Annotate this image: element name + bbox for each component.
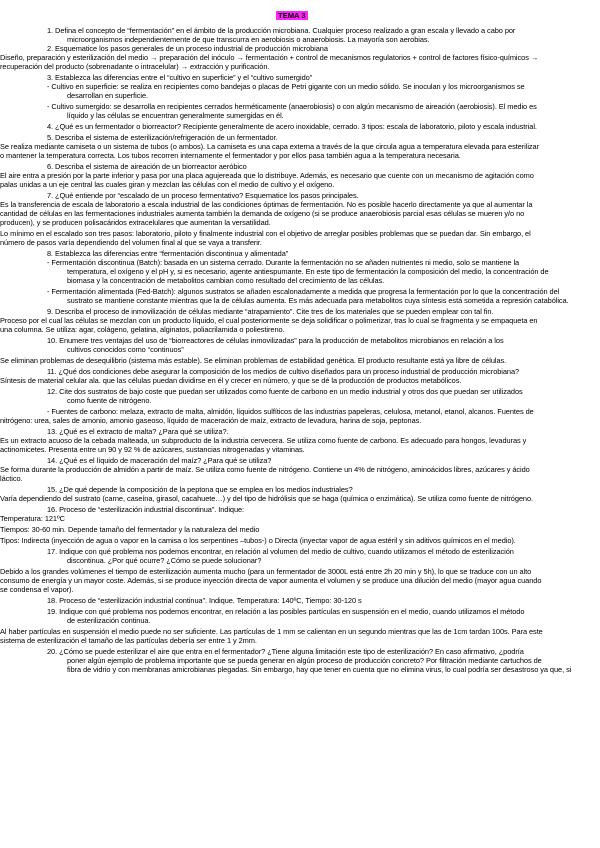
text-line: láctico. <box>0 474 23 483</box>
text-line: Proceso por el cual las células se mezclan con un producto líquido, el cual posteriormente se deja solidificar o polimerizar, tras lo cual se fragmenta y se empaqueta en <box>0 316 538 325</box>
text-line: 18. Proceso de “esterilización industrial continua”. Indique. Temperatura: 140ºC, Tiempo: 30-120 s <box>47 596 362 605</box>
text-line: - Fermentación discontinua (Batch): basada en un sistema cerrado. Durante la fermentación no se añaden nutrientes ni medio, solo se mantiene la <box>47 258 520 267</box>
text-line: Se forma durante la producción de almidón a partir de maíz. Se utiliza como fuente de nitrógeno. Contiene un 4% de nitrógeno, aminoácidos libres, azúcares y ácido <box>0 465 530 474</box>
text-line: 14. ¿Qué es el líquido de maceración del maíz? ¿Para qué se utiliza? <box>47 456 272 465</box>
text-line: 4. ¿Qué es un fermentador o biorreactor? Recipiente generalmente de acero inoxidable, cerrado. 3 tipos: escala de laboratorio, piloto y escala industrial. <box>47 122 537 131</box>
text-line: Al haber partículas en suspensión el medio puede no ser suficiente. Las partículas de 1 mm se calientan en un segundo mientras que las de 1cm tardan 100s. Para este <box>0 627 543 636</box>
text-line: o mantener la temperatura correcta. Los tubos recorren internamente el fermentador y por ellos pasa también agua a la temperatura necesaria. <box>0 151 461 160</box>
text-line: Es la transferencia de escala de laboratorio a escala industrial de las condiciones óptimas de fermentación. No es posible hacerlo directamente ya que al aumentar la <box>0 200 533 209</box>
text-line: 12. Cite dos sustratos de bajo coste que puedan ser utilizados como fuente de carbono en un medio industrial y otros dos que puedan ser utilizados <box>47 387 523 396</box>
text-line: palas unidas a un eje central las cuales giran y mezclan las células con el medio de cultivo y el oxígeno. <box>0 180 335 189</box>
text-line: cultivos conocidos como “continuos” <box>67 345 184 354</box>
text-line: 8. Establezca las diferencias entre “fermentación discontinua y alimentada” <box>47 249 289 258</box>
text-line: 17. Indique con qué problema nos podemos encontrar, en relación al volumen del medio de cultivo, cuando utilizamos el método de esterilización <box>47 547 514 556</box>
text-line: Diseño, preparación y esterilización del medio → preparación del inóculo → fermentación + control de mecanismos regulatorios + control de factores físico-químicos → <box>0 53 539 62</box>
text-line: 11. ¿Qué dos condiciones debe asegurar la composición de los medios de cultivo diseñados para un proceso industrial de producción microbiana? <box>47 367 520 376</box>
text-line: 3. Establezca las diferencias entre el “cultivo en superficie” y el “cultivo sumergido” <box>47 73 313 82</box>
text-line: número de pasos varía dependiendo del volumen final al que se vaya a transferir. <box>0 238 262 247</box>
text-line: Debido a los grandes volúmenes el tiempo de esterilización aumenta mucho (para un fermentador de 3000L está entre 2h 20 min y 5h), lo que se traduce con un alto <box>0 567 532 576</box>
text-line: - Fuentes de carbono: melaza, extracto de malta, almidón, líquidos sulfíticos de las industrias papeleras, celulosa, metanol, etanol, alcanos. Fuentes de <box>47 407 534 416</box>
text-line: Varía dependiendo del sustrato (carne, caseína, girasol, cacahuete…) y del tipo de hidrólisis que se haga (química o enzimática). Se utiliza como fuente de nitrógeno. <box>0 494 534 503</box>
text-line: recuperación del producto (sobrenadante o intracelular) → extracción y purificación. <box>0 62 270 71</box>
text-line: poner algún ejemplo de problema importante que se pueda generar en algún proceso de producción concreto? Por filtración mediante cartuchos de <box>67 656 542 665</box>
text-line: Síntesis de material celular ala. que las células puedan dividirse en él y crecer en número, y que se dé la producción de productos metabólicos. <box>0 376 462 385</box>
text-line: fibra de vidrio y con membranas amicrobianas plegadas. Sin embargo, hay que tener en cuenta que no elimina virus, lo cual podría ser desastroso ya que, si <box>67 665 572 674</box>
text-line: 20. ¿Cómo se puede esterilizar el aire que entra en el fermentador? ¿Tiene alguna limitación este tipo de esterilización? En caso afirmativo, ¿podría <box>47 647 524 656</box>
text-line: 6. Describa el sistema de aireación de un biorreactor aeróbico <box>47 162 247 171</box>
text-line: actinomicetes. Presenta entre un 90 y 92 % de azúcares, sustancias nitrogenadas y vitaminas. <box>0 445 305 454</box>
text-line: cantidad de células en las fermentaciones industriales aumenta también la demanda de oxígeno (si se produce anaerobiosis parcial esas células se mueren y/o no <box>0 209 525 218</box>
text-line: 9. Describa el proceso de inmovilización de células mediante “atrapamiento”. Cite tres de los materiales que se pueden emplear con tal fin. <box>47 307 494 316</box>
text-line: 15. ¿De qué depende la composición de la peptona que se emplea en los medios industriales? <box>47 485 353 494</box>
text-line: El aire entra a presión por la parte inferior y pasa por una placa agujereada que lo distribuye. Además, es necesario que cuente con un mecanismo de agitación como <box>0 171 534 180</box>
topic-tag: TEMA 3 <box>278 11 306 20</box>
text-line: Se realiza mediante camiseta o un sistema de tubos (o ambos). La camiseta es una capa externa a través de la que circula agua a temperatura elevada para esterilizar <box>0 142 540 151</box>
text-line: de esterilización continua. <box>67 616 151 625</box>
text-line: una columna. Se utiliza: agar, colágeno, gelatina, alginatos, poliacrilamida o poliestireno. <box>0 325 285 334</box>
text-line: nitrógeno: urea, sales de amonio, amonio gaseoso, líquido de maceración de maíz, extracto de levadura, harina de soja, peptonas. <box>0 416 422 425</box>
text-line: Se eliminan problemas de desequilibrio (sistema más estable). Se eliminan problemas de estabilidad genética. El producto resultante está ya libre de células. <box>0 356 507 365</box>
text-line: 1. Defina el concepto de “fermentación” en el ámbito de la producción microbiana. Cualquier proceso realizado a gran escala y llevado a cabo por <box>47 26 516 35</box>
text-line: se condensa el vapor). <box>0 585 74 594</box>
text-line: como fuente de nitrógeno. <box>67 396 152 405</box>
text-line: producen), y se producen polisacáridos extracelulares que aumentan la versatilidad. <box>0 218 271 227</box>
text-line: sustrato se mantiene constante mientras que la de células aumenta. Es más adecuada para metabolitos cuya síntesis está sometida a represión catabólica. <box>67 296 569 305</box>
text-line: 10. Enumere tres ventajas del uso de “biorreactores de células inmovilizadas” para la producción de metabolitos microbianos en relación a los <box>47 336 504 345</box>
text-line: 5. Describa el sistema de esterilización/refrigeración de un fermentador. <box>47 133 278 142</box>
text-line: Tipos: Indirecta (inyección de agua o vapor en la camisa o los serpentines –tubos-) o Directa (inyectar vapor de agua estéril y sin aditivos químicos en el medio). <box>0 536 516 545</box>
text-line: Es un extracto acuoso de la cebada malteada, un subproducto de la industria cervecera. Se utiliza como fuente de carbono. Es adecuado para hongos, levaduras y <box>0 436 527 445</box>
text-line: Temperatura: 121ºC <box>0 514 65 523</box>
text-line: 13. ¿Qué es el extracto de malta? ¿Para qué se utiliza?. <box>47 427 229 436</box>
text-line: microorganismos independientemente de que transcurra en aerobiosis o anaerobiosis. La mayoría son aerobias. <box>67 35 430 44</box>
text-line: - Fermentación alimentada (Fed-Batch): algunos sustratos se añaden escalonadamente a medida que progresa la fermentación por lo que la concentración del <box>47 287 560 296</box>
text-line: - Cultivo en superficie: se realiza en recipientes como bandejas o placas de Petri gigante con un medio sólido. Se inoculan y los microorganismos se <box>47 82 525 91</box>
text-line: Lo mínimo en el escalado son tres pasos: laboratorio, piloto y finalmente industrial con el objetivo de arreglar posibles problemas que se puedan dar. Sin embargo, el <box>0 229 531 238</box>
text-line: consumo de energía y un mayor coste. Además, si se produce inyección directa de vapor aumenta el volumen y se produce una dilución del medio (mayor agua cuando <box>0 576 542 585</box>
text-line: temperatura, el oxígeno y el pH y, si es necesario, agente antiespumante. En este tipo de fermentación la composición del medio, la concentración de <box>67 267 549 276</box>
text-line: 16. Proceso de “esterilización industrial discontinua”. Indique: <box>47 505 245 514</box>
text-line: Tiempos: 30-60 min. Depende tamaño del fermentador y la naturaleza del medio <box>0 525 260 534</box>
text-line: - Cultivo sumergido: se desarrolla en recipientes cerrados herméticamente (anaerobiosis) o con algún mecanismo de aireación (aerobiosis). El medio es <box>47 102 537 111</box>
text-line: biomasa y la concentración de metabolitos cambian como resultado del crecimiento de las células. <box>67 276 385 285</box>
text-line: desarrollan en superficie. <box>67 91 149 100</box>
text-line: 19. Indique con qué problema nos podemos encontrar, en relación a las posibles partículas en suspensión en el medio, cuando utilizamos el método <box>47 607 525 616</box>
text-line: sistema de esterilización el tamaño de las partículas debería ser entre 1 y 2mm. <box>0 636 257 645</box>
text-line: discontinua. ¿Por qué ocurre? ¿Cómo se puede solucionar? <box>67 556 262 565</box>
text-line: 7. ¿Qué entiende por “escalado de un proceso fermentativo? Esquematice los pasos principales. <box>47 191 359 200</box>
text-line: 2. Esquematice los pasos generales de un proceso industrial de producción microbiana <box>47 44 328 53</box>
text-line: líquido y las células se encuentran generalmente sumergidas en él. <box>67 111 284 120</box>
